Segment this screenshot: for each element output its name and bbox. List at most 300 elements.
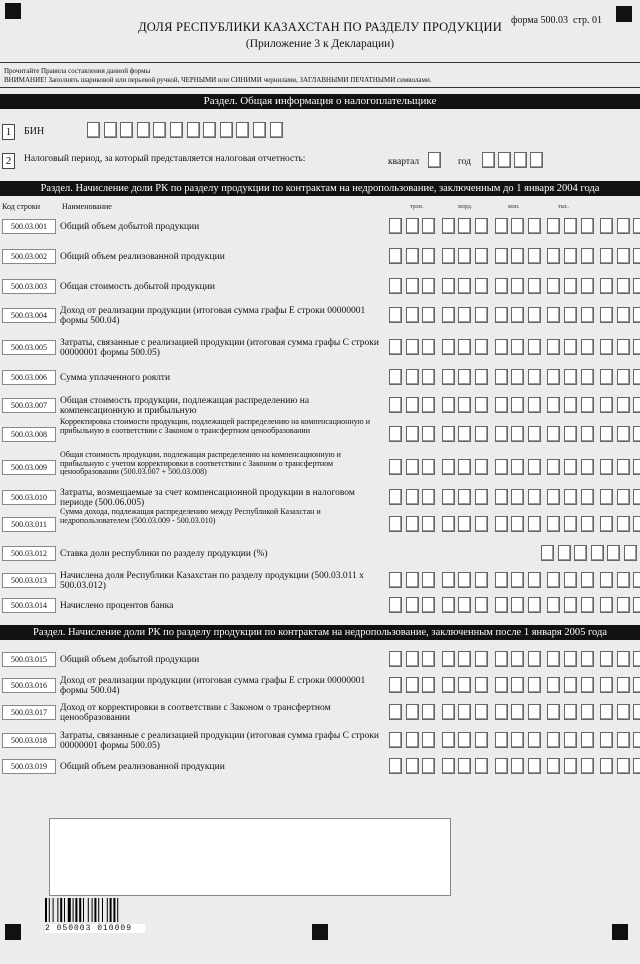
amount-digit-box[interactable]: [406, 459, 419, 475]
amount-digit-box[interactable]: [458, 369, 471, 385]
amount-digit-box[interactable]: [389, 339, 402, 355]
amount-digit-box[interactable]: [564, 339, 577, 355]
amount-digit-box[interactable]: [406, 426, 419, 442]
amount-digit-box[interactable]: [475, 459, 488, 475]
amount-digit-box[interactable]: [475, 704, 488, 720]
amount-digit-box[interactable]: [600, 489, 613, 505]
amount-digit-box[interactable]: [511, 489, 524, 505]
amount-digit-box[interactable]: [389, 597, 402, 613]
amount-digit-box[interactable]: [511, 397, 524, 413]
amount-digit-box[interactable]: [406, 218, 419, 234]
amount-digit-box[interactable]: [600, 651, 613, 667]
amount-digit-box[interactable]: [389, 248, 402, 264]
amount-digit-box[interactable]: [475, 489, 488, 505]
year-digit-box[interactable]: [498, 152, 511, 168]
amount-digit-box[interactable]: [495, 248, 508, 264]
amount-digit-box[interactable]: [442, 278, 455, 294]
amount-digit-box[interactable]: [422, 758, 435, 774]
amount-digit-box[interactable]: [564, 732, 577, 748]
amount-digit-box[interactable]: [422, 516, 435, 532]
amount-digit-box[interactable]: [581, 369, 594, 385]
amount-digit-box[interactable]: [495, 307, 508, 323]
amount-digit-box[interactable]: [617, 597, 630, 613]
row-label: Доход от корректировки в соответствии с Законом о трансфертном ценообразовании: [60, 703, 331, 723]
amount-digit-box[interactable]: [600, 677, 613, 693]
amount-digit-box[interactable]: [581, 651, 594, 667]
amount-digit-box[interactable]: [511, 426, 524, 442]
amount-digit-box[interactable]: [511, 572, 524, 588]
amount-digit-box[interactable]: [547, 597, 560, 613]
amount-digit-box[interactable]: [633, 369, 640, 385]
amount-digit-box[interactable]: [617, 307, 630, 323]
amount-digit-box[interactable]: [442, 397, 455, 413]
amount-digit-box[interactable]: [422, 704, 435, 720]
amount-digit-box[interactable]: [422, 369, 435, 385]
amount-digit-box[interactable]: [547, 278, 560, 294]
amount-digit-box[interactable]: [458, 218, 471, 234]
amount-digit-box[interactable]: [389, 732, 402, 748]
amount-digit-box[interactable]: [406, 516, 419, 532]
amount-digit-box[interactable]: [633, 307, 640, 323]
year-digit-box[interactable]: [482, 152, 495, 168]
amount-digit-box[interactable]: [581, 677, 594, 693]
amount-digit-box[interactable]: [406, 704, 419, 720]
amount-digit-box[interactable]: [581, 248, 594, 264]
amount-digit-box[interactable]: [511, 278, 524, 294]
amount-digit-box[interactable]: [475, 651, 488, 667]
amount-digit-box[interactable]: [528, 397, 541, 413]
rate-digit-box[interactable]: [607, 545, 620, 561]
amount-digit-box[interactable]: [528, 218, 541, 234]
amount-digit-box[interactable]: [442, 218, 455, 234]
amount-digit-box[interactable]: [495, 397, 508, 413]
amount-digit-box[interactable]: [406, 369, 419, 385]
amount-digit-box[interactable]: [406, 339, 419, 355]
row-label: Общий объем добытой продукции: [60, 655, 200, 665]
amount-digit-box[interactable]: [600, 704, 613, 720]
amount-digit-box[interactable]: [511, 248, 524, 264]
amount-digit-box[interactable]: [528, 677, 541, 693]
amount-digit-box[interactable]: [458, 704, 471, 720]
amount-digit-box[interactable]: [564, 369, 577, 385]
amount-digit-box[interactable]: [495, 459, 508, 475]
amount-digit-box[interactable]: [511, 704, 524, 720]
amount-digit-box[interactable]: [600, 597, 613, 613]
amount-digit-box[interactable]: [389, 489, 402, 505]
amount-digit-box[interactable]: [511, 307, 524, 323]
amount-digit-box[interactable]: [406, 278, 419, 294]
amount-digit-box[interactable]: [633, 704, 640, 720]
amount-digit-box[interactable]: [511, 677, 524, 693]
amount-digit-box[interactable]: [528, 489, 541, 505]
form-number: [511, 15, 602, 26]
bin-digit-box[interactable]: [153, 122, 166, 138]
amount-digit-box[interactable]: [495, 704, 508, 720]
amount-digit-box[interactable]: [458, 489, 471, 505]
amount-digit-box[interactable]: [389, 278, 402, 294]
amount-digit-box[interactable]: [581, 397, 594, 413]
amount-digit-box[interactable]: [617, 426, 630, 442]
bin-digit-box[interactable]: [170, 122, 183, 138]
amount-digit-box[interactable]: [495, 732, 508, 748]
amount-digit-box[interactable]: [458, 758, 471, 774]
amount-digit-box[interactable]: [475, 218, 488, 234]
amount-digit-box[interactable]: [600, 218, 613, 234]
bin-digit-box[interactable]: [137, 122, 150, 138]
amount-digit-box[interactable]: [389, 369, 402, 385]
amount-digit-box[interactable]: [633, 597, 640, 613]
amount-digit-box[interactable]: [528, 278, 541, 294]
amount-digit-box[interactable]: [581, 278, 594, 294]
amount-digit-box[interactable]: [511, 732, 524, 748]
amount-digit-box[interactable]: [442, 489, 455, 505]
amount-digit-box[interactable]: [406, 307, 419, 323]
amount-digit-box[interactable]: [495, 651, 508, 667]
amount-digit-box[interactable]: [511, 651, 524, 667]
amount-digit-box[interactable]: [581, 572, 594, 588]
amount-digit-box[interactable]: [442, 426, 455, 442]
amount-digit-box[interactable]: [442, 597, 455, 613]
amount-digit-box[interactable]: [511, 597, 524, 613]
amount-digit-box[interactable]: [475, 677, 488, 693]
amount-digit-box[interactable]: [564, 278, 577, 294]
amount-digit-box[interactable]: [495, 278, 508, 294]
amount-digit-box[interactable]: [528, 597, 541, 613]
amount-digit-box[interactable]: [442, 307, 455, 323]
amount-digit-box[interactable]: [406, 758, 419, 774]
amount-digit-box[interactable]: [389, 572, 402, 588]
amount-digit-box[interactable]: [511, 758, 524, 774]
amount-digit-box[interactable]: [442, 651, 455, 667]
row-code: 500.03.005: [2, 340, 56, 355]
bin-digit-box[interactable]: [187, 122, 200, 138]
bin-digit-box[interactable]: [236, 122, 249, 138]
amount-digit-box[interactable]: [633, 732, 640, 748]
amount-digit-box[interactable]: [475, 572, 488, 588]
amount-digit-box[interactable]: [581, 218, 594, 234]
amount-digit-box[interactable]: [633, 397, 640, 413]
amount-digit-box[interactable]: [600, 732, 613, 748]
amount-digit-box[interactable]: [564, 704, 577, 720]
amount-digit-box[interactable]: [458, 677, 471, 693]
amount-digit-box[interactable]: [617, 651, 630, 667]
amount-digit-box[interactable]: [581, 426, 594, 442]
amount-digit-box[interactable]: [547, 732, 560, 748]
amount-digit-box[interactable]: [617, 459, 630, 475]
amount-digit-box[interactable]: [600, 369, 613, 385]
amount-digit-box[interactable]: [389, 218, 402, 234]
amount-digit-box[interactable]: [495, 597, 508, 613]
amount-digit-box[interactable]: [458, 248, 471, 264]
amount-digit-box[interactable]: [495, 339, 508, 355]
row-label: Общий объем реализованной продукции: [60, 252, 225, 262]
amount-digit-box[interactable]: [528, 572, 541, 588]
amount-digit-box[interactable]: [422, 278, 435, 294]
amount-digit-box[interactable]: [422, 218, 435, 234]
amount-digit-box[interactable]: [600, 459, 613, 475]
amount-digit-box[interactable]: [389, 426, 402, 442]
amount-digit-box[interactable]: [528, 758, 541, 774]
year-digit-box[interactable]: [530, 152, 543, 168]
amount-digit-box[interactable]: [511, 218, 524, 234]
amount-digit-box[interactable]: [617, 397, 630, 413]
amount-digit-box[interactable]: [442, 704, 455, 720]
amount-digit-box[interactable]: [564, 248, 577, 264]
amount-digit-box[interactable]: [633, 459, 640, 475]
amount-digit-box[interactable]: [564, 597, 577, 613]
amount-digit-box[interactable]: [442, 677, 455, 693]
amount-digit-box[interactable]: [458, 572, 471, 588]
bin-digit-box[interactable]: [120, 122, 133, 138]
amount-digit-box[interactable]: [564, 218, 577, 234]
amount-digit-box[interactable]: [528, 426, 541, 442]
amount-digit-box[interactable]: [547, 426, 560, 442]
amount-digit-box[interactable]: [475, 758, 488, 774]
amount-digit-box[interactable]: [600, 278, 613, 294]
amount-digit-box[interactable]: [547, 218, 560, 234]
amount-digit-box[interactable]: [617, 369, 630, 385]
amount-digit-box[interactable]: [564, 397, 577, 413]
amount-digit-box[interactable]: [495, 369, 508, 385]
amount-digit-box[interactable]: [617, 732, 630, 748]
amount-digit-box[interactable]: [442, 758, 455, 774]
bin-digit-box[interactable]: [270, 122, 283, 138]
amount-digit-box[interactable]: [406, 677, 419, 693]
amount-digit-box[interactable]: [511, 516, 524, 532]
amount-digit-box[interactable]: [547, 489, 560, 505]
amount-digit-box[interactable]: [633, 278, 640, 294]
amount-digit-box[interactable]: [442, 516, 455, 532]
rate-digit-box[interactable]: [624, 545, 637, 561]
bin-digit-box[interactable]: [253, 122, 266, 138]
quarter-input[interactable]: [428, 152, 441, 168]
amount-digit-box[interactable]: [422, 459, 435, 475]
amount-digit-box[interactable]: [564, 516, 577, 532]
amount-digit-box[interactable]: [600, 572, 613, 588]
amount-digit-box[interactable]: [633, 339, 640, 355]
amount-digit-box[interactable]: [581, 704, 594, 720]
amount-digit-box[interactable]: [547, 369, 560, 385]
amount-digit-box[interactable]: [458, 516, 471, 532]
amount-digit-box[interactable]: [617, 218, 630, 234]
amount-digit-box[interactable]: [528, 307, 541, 323]
amount-digit-box[interactable]: [564, 651, 577, 667]
amount-digit-box[interactable]: [600, 248, 613, 264]
amount-digit-box[interactable]: [389, 758, 402, 774]
amount-digit-box[interactable]: [547, 248, 560, 264]
amount-digit-box[interactable]: [442, 248, 455, 264]
amount-digit-box[interactable]: [547, 459, 560, 475]
amount-digit-box[interactable]: [547, 307, 560, 323]
amount-digit-box[interactable]: [564, 426, 577, 442]
amount-digit-box[interactable]: [458, 732, 471, 748]
amount-digit-box[interactable]: [458, 278, 471, 294]
amount-digit-box[interactable]: [564, 307, 577, 323]
rate-digit-box[interactable]: [558, 545, 571, 561]
amount-digit-box[interactable]: [406, 397, 419, 413]
amount-digit-box[interactable]: [406, 597, 419, 613]
amount-digit-box[interactable]: [547, 572, 560, 588]
amount-digit-box[interactable]: [581, 489, 594, 505]
amount-digit-box[interactable]: [406, 489, 419, 505]
amount-digit-box[interactable]: [422, 489, 435, 505]
amount-digit-box[interactable]: [422, 397, 435, 413]
amount-digit-box[interactable]: [442, 369, 455, 385]
amount-digit-box[interactable]: [475, 369, 488, 385]
amount-digit-box[interactable]: [633, 651, 640, 667]
amount-digit-box[interactable]: [633, 218, 640, 234]
amount-digit-box[interactable]: [389, 397, 402, 413]
amount-digit-box[interactable]: [442, 339, 455, 355]
amount-digit-box[interactable]: [600, 516, 613, 532]
bin-digit-box[interactable]: [203, 122, 216, 138]
year-digit-box[interactable]: [514, 152, 527, 168]
amount-digit-box[interactable]: [617, 677, 630, 693]
amount-digit-box[interactable]: [495, 218, 508, 234]
amount-digit-box[interactable]: [442, 572, 455, 588]
amount-digit-box[interactable]: [422, 572, 435, 588]
amount-digit-box[interactable]: [422, 248, 435, 264]
amount-digit-box[interactable]: [458, 651, 471, 667]
amount-digit-box[interactable]: [406, 572, 419, 588]
amount-digit-box[interactable]: [547, 339, 560, 355]
amount-digit-box[interactable]: [633, 677, 640, 693]
amount-digit-box[interactable]: [633, 248, 640, 264]
amount-digit-box[interactable]: [495, 516, 508, 532]
amount-digit-box[interactable]: [633, 489, 640, 505]
amount-digit-box[interactable]: [617, 339, 630, 355]
amount-digit-box[interactable]: [617, 489, 630, 505]
amount-digit-box[interactable]: [633, 426, 640, 442]
amount-digit-box[interactable]: [389, 459, 402, 475]
amount-digit-box[interactable]: [422, 732, 435, 748]
amount-digit-box[interactable]: [600, 339, 613, 355]
amount-digit-box[interactable]: [458, 339, 471, 355]
amount-digit-box[interactable]: [528, 248, 541, 264]
amount-digit-box[interactable]: [581, 732, 594, 748]
amount-digit-box[interactable]: [458, 426, 471, 442]
amount-digit-box[interactable]: [528, 516, 541, 532]
amount-digit-box[interactable]: [581, 758, 594, 774]
amount-digit-box[interactable]: [495, 677, 508, 693]
amount-digit-box[interactable]: [564, 489, 577, 505]
amount-digit-box[interactable]: [495, 758, 508, 774]
amount-digit-box[interactable]: [422, 651, 435, 667]
amount-digit-box[interactable]: [617, 572, 630, 588]
amount-digit-box[interactable]: [475, 307, 488, 323]
amount-digit-box[interactable]: [495, 426, 508, 442]
amount-digit-box[interactable]: [442, 459, 455, 475]
amount-digit-box[interactable]: [617, 248, 630, 264]
amount-digit-box[interactable]: [475, 597, 488, 613]
amount-digit-box[interactable]: [442, 732, 455, 748]
amount-digit-box[interactable]: [422, 339, 435, 355]
amount-digit-box[interactable]: [600, 397, 613, 413]
amount-digit-box[interactable]: [600, 307, 613, 323]
amount-digit-box[interactable]: [528, 369, 541, 385]
amount-digit-box[interactable]: [389, 704, 402, 720]
amount-digit-box[interactable]: [475, 426, 488, 442]
amount-digit-box[interactable]: [547, 397, 560, 413]
bin-digit-box[interactable]: [220, 122, 233, 138]
amount-digit-box[interactable]: [495, 572, 508, 588]
amount-digit-box[interactable]: [564, 677, 577, 693]
amount-digit-box[interactable]: [475, 339, 488, 355]
amount-digit-box[interactable]: [475, 248, 488, 264]
amount-digit-box[interactable]: [389, 677, 402, 693]
amount-digit-box[interactable]: [564, 459, 577, 475]
amount-digit-box[interactable]: [581, 597, 594, 613]
amount-digit-box[interactable]: [511, 369, 524, 385]
amount-digit-box[interactable]: [547, 677, 560, 693]
bin-digit-box[interactable]: [87, 122, 100, 138]
amount-digit-box[interactable]: [528, 651, 541, 667]
amount-digit-box[interactable]: [511, 339, 524, 355]
amount-digit-box[interactable]: [617, 516, 630, 532]
amount-digit-box[interactable]: [458, 397, 471, 413]
amount-digit-box[interactable]: [511, 459, 524, 475]
amount-digit-box[interactable]: [564, 572, 577, 588]
amount-digit-box[interactable]: [633, 516, 640, 532]
amount-digit-box[interactable]: [581, 459, 594, 475]
amount-digit-box[interactable]: [528, 459, 541, 475]
amount-digit-box[interactable]: [581, 307, 594, 323]
corner-marker-top-left: [5, 3, 21, 19]
amount-digit-box[interactable]: [475, 732, 488, 748]
amount-digit-box[interactable]: [458, 597, 471, 613]
amount-digit-box[interactable]: [475, 397, 488, 413]
amount-digit-box[interactable]: [495, 489, 508, 505]
amount-digit-box[interactable]: [528, 732, 541, 748]
amount-digit-box[interactable]: [422, 307, 435, 323]
amount-digit-box[interactable]: [458, 459, 471, 475]
amount-digit-box[interactable]: [389, 516, 402, 532]
amount-digit-box[interactable]: [617, 278, 630, 294]
amount-digit-box[interactable]: [547, 651, 560, 667]
rate-digit-box[interactable]: [591, 545, 604, 561]
amount-digit-box[interactable]: [617, 758, 630, 774]
amount-digit-box[interactable]: [406, 248, 419, 264]
amount-digit-box[interactable]: [422, 677, 435, 693]
amount-digit-box[interactable]: [422, 597, 435, 613]
amount-digit-box[interactable]: [581, 516, 594, 532]
bin-digit-box[interactable]: [104, 122, 117, 138]
amount-digit-box[interactable]: [633, 758, 640, 774]
amount-digit-box[interactable]: [600, 758, 613, 774]
amount-digit-box[interactable]: [547, 704, 560, 720]
amount-digit-box[interactable]: [389, 651, 402, 667]
amount-digit-box[interactable]: [547, 516, 560, 532]
amount-digit-box[interactable]: [406, 651, 419, 667]
amount-digit-box[interactable]: [458, 307, 471, 323]
amount-digit-box[interactable]: [547, 758, 560, 774]
amount-digit-box[interactable]: [528, 339, 541, 355]
amount-digit-box[interactable]: [600, 426, 613, 442]
amount-digit-box[interactable]: [475, 516, 488, 532]
amount-digit-box[interactable]: [564, 758, 577, 774]
amount-digit-box[interactable]: [633, 572, 640, 588]
amount-digit-box[interactable]: [422, 426, 435, 442]
amount-digit-box[interactable]: [389, 307, 402, 323]
amount-digit-box[interactable]: [617, 704, 630, 720]
rate-digit-box[interactable]: [574, 545, 587, 561]
amount-digit-box[interactable]: [581, 339, 594, 355]
amount-digit-box[interactable]: [406, 732, 419, 748]
amount-digit-box[interactable]: [475, 278, 488, 294]
rate-digit-box[interactable]: [541, 545, 554, 561]
stamp-area: [49, 818, 451, 896]
amount-digit-box[interactable]: [528, 704, 541, 720]
